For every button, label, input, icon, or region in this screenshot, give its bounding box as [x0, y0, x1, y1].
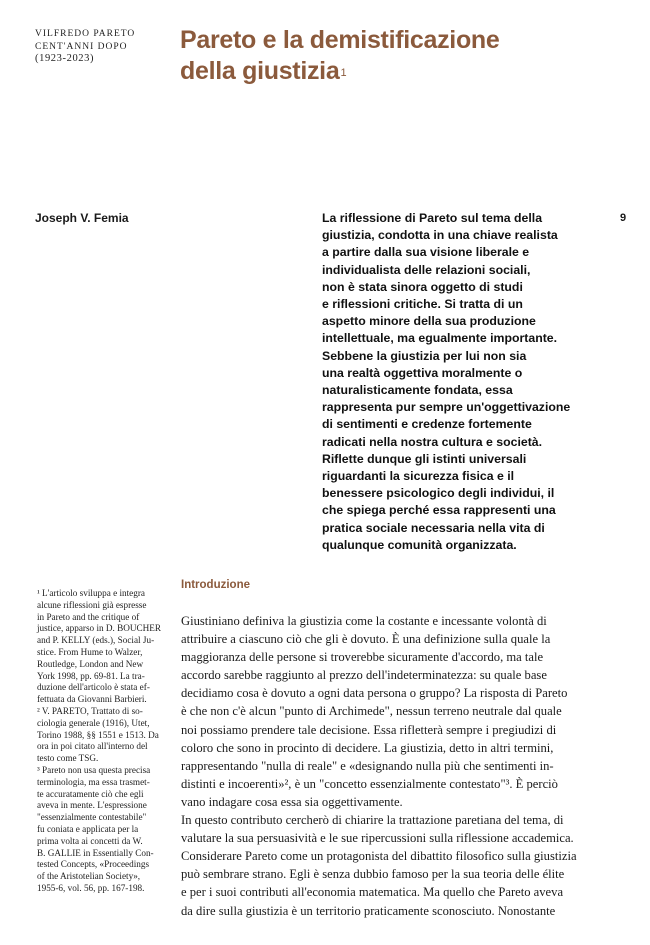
title-line-2: della giustizia: [180, 57, 340, 85]
footnote-line: tested Concepts, «Proceedings: [37, 859, 150, 870]
abstract-line: Sebbene la giustizia per lui non sia: [322, 348, 527, 363]
footnotes: [37, 588, 162, 895]
footnote-line: B. GALLIE in Essentially Con-: [37, 847, 154, 858]
body-line: decidiamo cosa è dovuto a ogni data persona o gruppo? La risposta di Pareto: [181, 686, 568, 701]
article-title: [180, 25, 620, 87]
abstract-line: non è stata sinora oggetto di studi: [322, 279, 523, 294]
body-line: è che non c'è alcun "punto di Archimede", nessun terreno neutrale dal quale: [181, 704, 562, 719]
footnote-line: duzione dell'articolo è stata ef-: [37, 682, 150, 693]
abstract-line: una realtà oggettiva moralmente o: [322, 365, 523, 380]
footnote-line: alcune riflessioni già espresse: [37, 599, 147, 610]
abstract: [322, 210, 597, 554]
body-line: Considerare Pareto come un protagonista del dibattito filosofico sulla giustizia: [181, 849, 577, 864]
footnote-line: in Pareto and the critique of: [37, 611, 140, 622]
series-line: CENT'ANNI DOPO: [35, 41, 128, 52]
footnote-line: fu coniata e applicata per la: [37, 823, 139, 834]
footnote-line: Torino 1988, §§ 1551 e 1513. Da: [37, 729, 159, 740]
abstract-line: rappresenta pur sempre un'oggettivazione: [322, 400, 571, 415]
footnote-line: justice, apparso in D. BOUCHER: [37, 623, 162, 634]
abstract-line: qualunque comunità organizzata.: [322, 537, 517, 552]
abstract-line: intellettuale, ma egualmente importante.: [322, 331, 558, 346]
abstract-line: Riflette dunque gli istinti universali: [322, 451, 527, 466]
series-header: [35, 28, 155, 66]
abstract-line: individualista delle relazioni sociali,: [322, 262, 531, 277]
footnote-line: of the Aristotelian Society»,: [37, 871, 141, 882]
abstract-line: pratica sociale necessaria nella vita di: [322, 520, 545, 535]
abstract-line: La riflessione di Pareto sul tema della: [322, 211, 543, 225]
body-line: Giustiniano definiva la giustizia come la costante e incessante volontà di: [181, 614, 547, 628]
body-line: e per i suoi contributi all'economia matematica. Ma quello che Pareto aveva: [181, 885, 564, 900]
footnote-line: ² V. PARETO, Trattato di so-: [37, 705, 143, 716]
series-line: (1923-2023): [35, 53, 95, 64]
body-line: distinti e incoerenti»², è un "concetto essenzialmente contestato"³. È perciò: [181, 776, 558, 791]
body-line: valutare la sua persuasività e le sue ripercussioni sulla riflessione accademica.: [181, 831, 574, 846]
body-line: vano indagare cosa essa sia oggettivamente.: [181, 794, 403, 809]
footnote-line: "essenzialmente contestabile": [37, 812, 147, 823]
author-name: Joseph V. Femia: [35, 211, 129, 225]
title-footnote-marker: 1: [340, 67, 347, 79]
series-line: VILFREDO PARETO: [35, 29, 136, 39]
body-line: coloro che sono in procinto di decidere. La giustizia, detto in altri termini,: [181, 740, 554, 755]
footnote-line: testo come TSG.: [37, 753, 99, 764]
title-line-1: Pareto e la demistificazione: [180, 26, 500, 54]
abstract-line: giustizia, condotta in una chiave realista: [322, 228, 558, 243]
abstract-line: e riflessioni critiche. Si tratta di un: [322, 297, 523, 312]
footnote-line: fettuata da Giovanni Barbieri.: [37, 694, 147, 705]
footnote-line: ora in poi citato all'interno del: [37, 741, 148, 752]
body-text: [181, 612, 591, 920]
footnote-line: York 1998, pp. 69-81. La tra-: [37, 670, 145, 681]
abstract-line: naturalisticamente fondata, essa: [322, 383, 513, 398]
abstract-line: radicati nella nostra cultura e società.: [322, 434, 543, 449]
section-heading: Introduzione: [181, 579, 250, 591]
abstract-line: benessere psicologico degli individui, il: [322, 486, 555, 501]
abstract-line: di sentimenti e credenze fortemente: [322, 417, 532, 432]
footnote-line: stice. From Hume to Walzer,: [37, 646, 143, 657]
footnote-line: ¹ L'articolo sviluppa e integra: [37, 588, 145, 598]
body-line: rappresentando "nulla di reale" e «designando nulla più che sentimenti in-: [181, 758, 554, 773]
abstract-line: che spiega perché essa rappresenti una: [322, 503, 556, 518]
body-line: maggioranza delle persone si troverebbe sicuramente d'accordo, ma tale: [181, 650, 544, 665]
body-line: accordo sarebbe raggiunto al prezzo dell'indeterminatezza: su quale base: [181, 668, 547, 683]
footnote-line: ciologia generale (1916), Utet,: [37, 717, 150, 728]
footnote-line: ³ Pareto non usa questa precisa: [37, 764, 151, 775]
footnote-line: aveva in mente. L'espressione: [37, 800, 147, 811]
page-number: 9: [620, 212, 627, 224]
abstract-line: aspetto minore della sua produzione: [322, 314, 536, 329]
body-line: In questo contributo cercherò di chiarire la trattazione paretiana del tema, di: [181, 813, 564, 828]
footnote-line: Routledge, London and New: [37, 658, 144, 669]
body-line: noi possiamo prendere tale decisione. Essa rifletterà sempre i pregiudizi di: [181, 722, 557, 737]
abstract-line: a partire dalla sua visione liberale e: [322, 245, 530, 260]
body-line: può sembrare strano. Egli è senza dubbio famoso per la sua teoria delle élite: [181, 867, 565, 882]
footnote-line: terminologia, ma essa trasmet-: [37, 776, 150, 787]
footnote-line: and P. KELLY (eds.), Social Ju-: [37, 635, 155, 646]
body-line: da dire sulla giustizia è un territorio praticamente sconosciuto. Nonostante: [181, 903, 556, 918]
footnote-line: prima volta ai concetti da W.: [37, 835, 143, 846]
body-line: attribuire a ciascuno ciò che gli è dovuto. È una definizione sulla quale la: [181, 632, 551, 647]
abstract-line: riguardanti la sicurezza fisica e il: [322, 469, 515, 484]
footnote-line: 1955-6, vol. 56, pp. 167-198.: [37, 882, 145, 893]
footnote-line: te accuratamente ciò che egli: [37, 788, 144, 799]
